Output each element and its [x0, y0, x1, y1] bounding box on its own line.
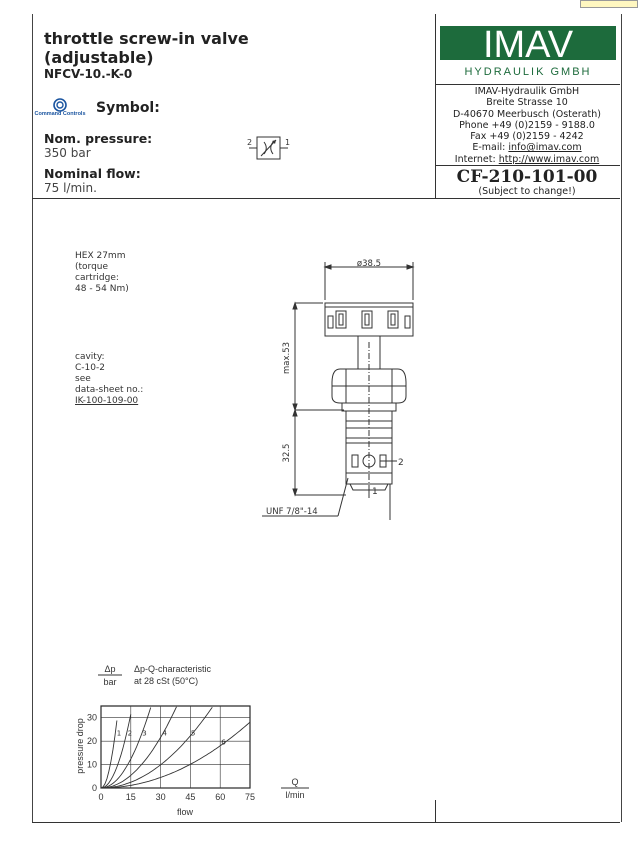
document-number: CF-210-101-00 [456, 167, 598, 187]
address-divider [435, 165, 620, 166]
thread-dimension: UNF 7/8"-14 [266, 507, 318, 517]
command-controls-logo-text: Command Controls [34, 111, 86, 117]
nom-pressure-label: Nom. pressure: [44, 131, 153, 146]
x-tick-label: 75 [244, 792, 256, 802]
cavity-note-line: C-10-2 [75, 363, 105, 373]
y-tick-label: 20 [86, 736, 97, 747]
y-tick-label: 30 [86, 712, 97, 723]
curve-label: 6 [221, 738, 226, 747]
part-code: NFCV-10.-K-0 [44, 67, 133, 81]
x-unit-bottom: l/min [285, 790, 305, 800]
cavity-note-line: data-sheet no.: [75, 385, 144, 395]
cavity-note [75, 352, 143, 407]
body-length-dimension: 32.5 [282, 443, 292, 463]
y-unit-top: Δp [104, 664, 116, 674]
port-2-label: 2 [398, 458, 404, 468]
diameter-dimension: ø38.5 [356, 259, 382, 269]
y-unit-bottom: bar [103, 677, 117, 687]
hex-note [75, 251, 129, 295]
logo-divider [435, 84, 620, 85]
throttle-valve-symbol [244, 134, 294, 164]
dp-q-chart [70, 660, 320, 820]
imav-logo-sub: HYDRAULIK GMBH [464, 66, 592, 78]
curve-label: 1 [116, 729, 122, 738]
y-axis-label: pressure drop [75, 718, 85, 774]
footer-column-divider [435, 800, 436, 822]
company-name: IMAV-Hydraulik GmbH [474, 86, 580, 97]
company-street: Breite Strasse 10 [486, 97, 568, 109]
y-tick-label: 10 [86, 759, 97, 770]
symbol-label: Symbol: [96, 100, 160, 116]
website-link[interactable]: http://www.imav.com [498, 153, 600, 165]
internet-label: Internet: [454, 153, 496, 165]
footer-divider [32, 822, 620, 823]
curve-label: 3 [142, 729, 147, 738]
cavity-note-line: see [75, 374, 91, 384]
page-title [44, 29, 249, 67]
company-email-row [436, 142, 618, 153]
email-label: E-mail: [472, 142, 506, 154]
company-internet-row [436, 154, 618, 165]
x-unit-top: Q [291, 777, 299, 787]
imav-logo [440, 26, 616, 78]
hex-note-line: cartridge: [75, 273, 119, 283]
chart-title: Δp-Q-characteristic [134, 664, 212, 674]
imav-logo-text: IMAV [482, 24, 574, 66]
characteristic-curve [101, 721, 117, 789]
cavity-note-line: cavity: [75, 352, 105, 362]
email-link[interactable]: info@imav.com [508, 142, 582, 154]
hex-note-line: (torque [75, 262, 109, 272]
curve-label: 5 [190, 729, 196, 738]
company-fax: Fax +49 (0)2159 - 4242 [470, 131, 584, 143]
company-phone: Phone +49 (0)2159 - 9188.0 [459, 119, 595, 131]
nominal-flow-label: Nominal flow: [44, 166, 141, 181]
symbol-port-1: 1 [285, 138, 291, 147]
x-tick-label: 45 [185, 792, 196, 802]
company-city: D-40670 Meerbusch (Osterath) [453, 108, 601, 120]
subject-note: (Subject to change!) [478, 186, 576, 197]
cartridge-drawing [250, 258, 430, 520]
characteristic-curve [101, 722, 250, 788]
chart-subtitle: at 28 cSt (50°C) [134, 676, 199, 686]
curve-label: 4 [162, 729, 167, 738]
port-1-label: 1 [372, 487, 378, 497]
x-tick-label: 15 [125, 792, 136, 802]
curve-label: 2 [127, 729, 133, 738]
hex-note-line: HEX 27mm [75, 251, 126, 261]
command-controls-logo-icon [34, 98, 86, 124]
y-tick-label: 0 [91, 783, 97, 793]
hex-note-line: 48 - 54 Nm) [75, 284, 129, 294]
company-address [436, 86, 618, 165]
x-tick-label: 0 [98, 792, 104, 802]
header-divider [32, 198, 620, 199]
cavity-sheet-link[interactable]: IK-100-109-00 [75, 396, 139, 406]
x-tick-label: 60 [215, 792, 226, 802]
nom-pressure-value: 350 bar [44, 146, 91, 160]
x-axis-label: flow [176, 807, 194, 817]
nominal-flow-value: 75 l/min. [44, 181, 97, 195]
symbol-port-2: 2 [247, 138, 253, 147]
command-controls-logo [34, 98, 86, 128]
characteristic-curve [101, 707, 212, 788]
title-line-1: throttle screw-in valve [44, 29, 249, 48]
title-line-2: (adjustable) [44, 48, 154, 67]
corner-tab [580, 0, 638, 8]
max-length-dimension: max.53 [282, 341, 292, 375]
x-tick-label: 30 [155, 792, 166, 802]
